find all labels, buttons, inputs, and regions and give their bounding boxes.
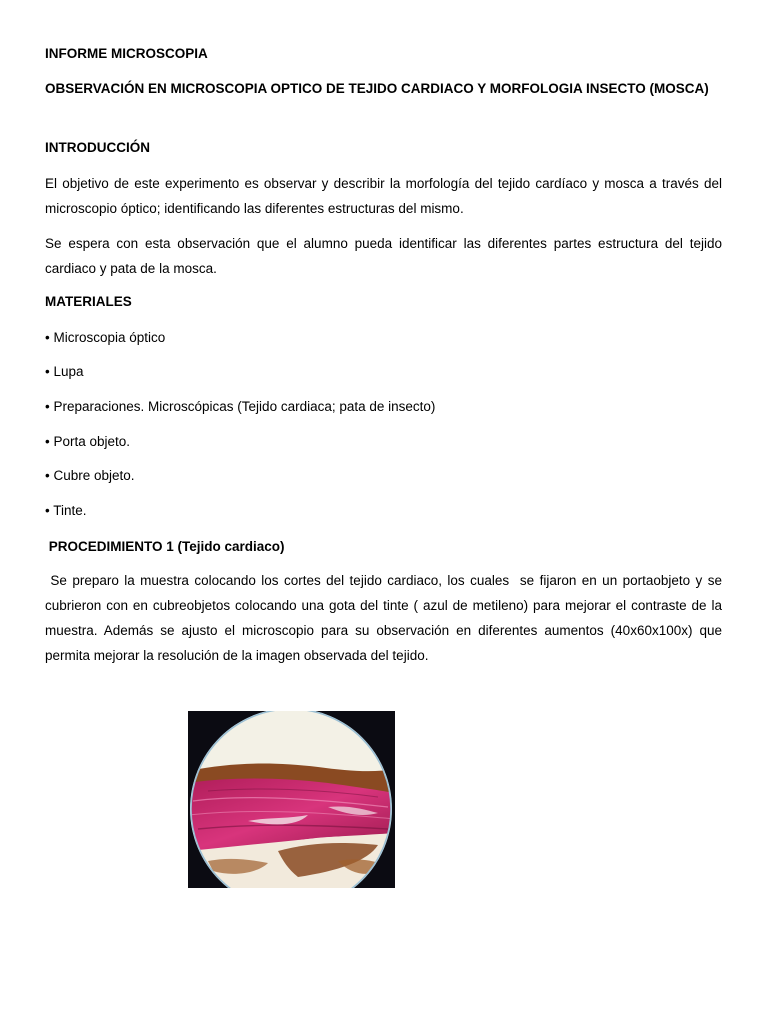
microscope-field-illustration: [188, 711, 395, 888]
materials-item-cubre-objeto: • Cubre objeto.: [45, 468, 135, 483]
intro-paragraph-2: Se espera con esta observación que el alumno pueda identificar las diferentes partes estructura del tejido cardiaco y pata de la mosca.: [45, 236, 722, 276]
materials-heading: MATERIALES: [45, 294, 132, 309]
microscope-tissue-photo: [188, 711, 395, 888]
materials-item-preparaciones: • Preparaciones. Microscópicas (Tejido cardiaca; pata de insecto): [45, 399, 436, 414]
materials-item-lupa: • Lupa: [45, 364, 84, 379]
materials-item-tinte: • Tinte.: [45, 503, 87, 518]
procedure-paragraph: Se preparo la muestra colocando los cortes del tejido cardiaco, los cuales se fijaron en un portaobjeto y se cubrieron con en cubreobjetos colocando una gota del tinte ( azul de metileno) para mejorar el contraste de la muestra. Además se ajusto el microscopio para su observación en diferentes aumentos (40x60x100x) que permita mejorar la resolución de la imagen observada del tejido.: [45, 573, 726, 663]
materials-item-porta-objeto: • Porta objeto.: [45, 434, 131, 449]
report-title: INFORME MICROSCOPIA: [45, 46, 208, 61]
procedure-heading: PROCEDIMIENTO 1 (Tejido cardiaco): [45, 539, 285, 554]
report-subtitle: OBSERVACIÓN EN MICROSCOPIA OPTICO DE TEJIDO CARDIACO Y MORFOLOGIA INSECTO (MOSCA): [45, 81, 709, 96]
intro-heading: INTRODUCCIÓN: [45, 140, 150, 155]
materials-item-microscope: • Microscopia óptico: [45, 330, 166, 345]
intro-paragraph-1: El objetivo de este experimento es observar y describir la morfología del tejido cardíaco y mosca a través del microscopio óptico; identificando las diferentes estructuras del mismo.: [45, 176, 722, 216]
